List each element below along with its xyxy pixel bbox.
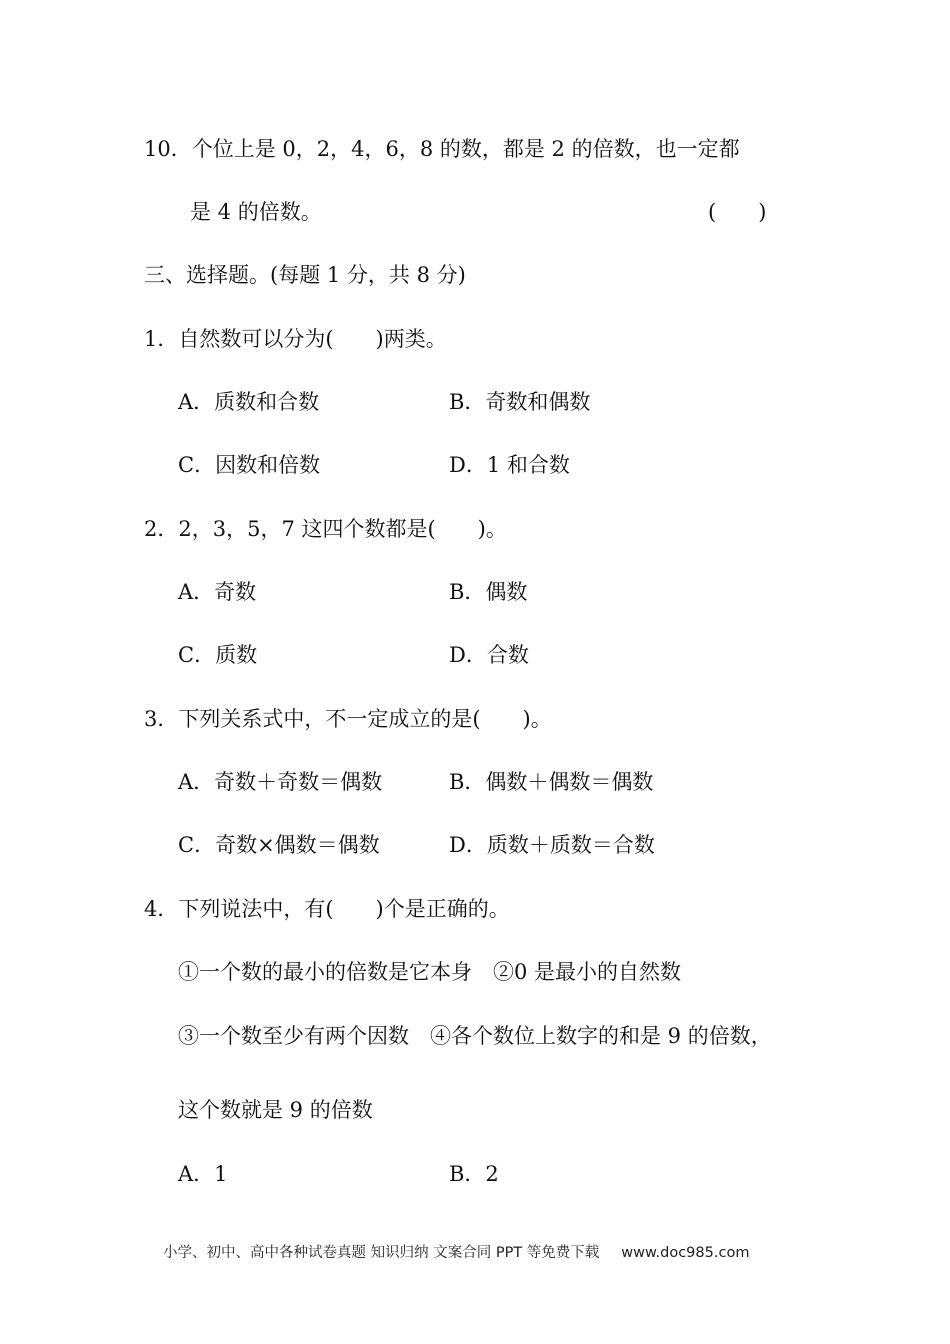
- option-b: B．偶数: [449, 580, 528, 604]
- page-footer: [163, 1243, 749, 1263]
- question-10-line1: 10．个位上是 0，2，4，6，8 的数，都是 2 的倍数，也一定都: [144, 137, 740, 161]
- section-heading: 三、选择题。(每题 1 分，共 8 分): [144, 263, 466, 287]
- option-c: C．质数: [178, 643, 258, 667]
- option-d: D．1 和合数: [449, 453, 570, 477]
- statements-line3: 这个数就是 9 的倍数: [178, 1098, 373, 1122]
- option-a: A．奇数: [178, 580, 257, 604]
- question-4-stem: 4．下列说法中，有( )个是正确的。: [144, 897, 510, 921]
- question-2-stem: 2．2，3，5，7 这四个数都是( )。: [144, 517, 507, 541]
- option-d: D．合数: [449, 643, 529, 667]
- question-1-stem: 1．自然数可以分为( )两类。: [144, 327, 447, 351]
- option-b: B．2: [449, 1162, 499, 1186]
- option-a: A．质数和合数: [178, 390, 320, 414]
- statements-line2: ③一个数至少有两个因数 ④各个数位上数字的和是 9 的倍数，: [178, 1024, 772, 1048]
- option-b: B．偶数＋偶数＝偶数: [449, 770, 654, 794]
- footer-site-link[interactable]: www.doc985.com: [621, 1245, 750, 1261]
- statements-line1: ①一个数的最小的倍数是它本身 ②0 是最小的自然数: [178, 960, 682, 984]
- option-c: C．因数和倍数: [178, 453, 321, 477]
- question-10-line2: 是 4 的倍数。: [190, 200, 322, 224]
- option-b: B．奇数和偶数: [449, 390, 591, 414]
- option-a: A．奇数＋奇数＝偶数: [178, 770, 383, 794]
- answer-parentheses: ( ): [708, 200, 767, 224]
- option-c: C．奇数×偶数＝偶数: [178, 833, 380, 857]
- option-d: D．质数＋质数＝合数: [449, 833, 655, 857]
- question-3-stem: 3．下列关系式中，不一定成立的是( )。: [144, 707, 552, 731]
- option-a: A．1: [178, 1162, 228, 1186]
- footer-text: 小学、初中、高中各种试卷真题 知识归纳 文案合同 PPT 等免费下载: [163, 1245, 600, 1261]
